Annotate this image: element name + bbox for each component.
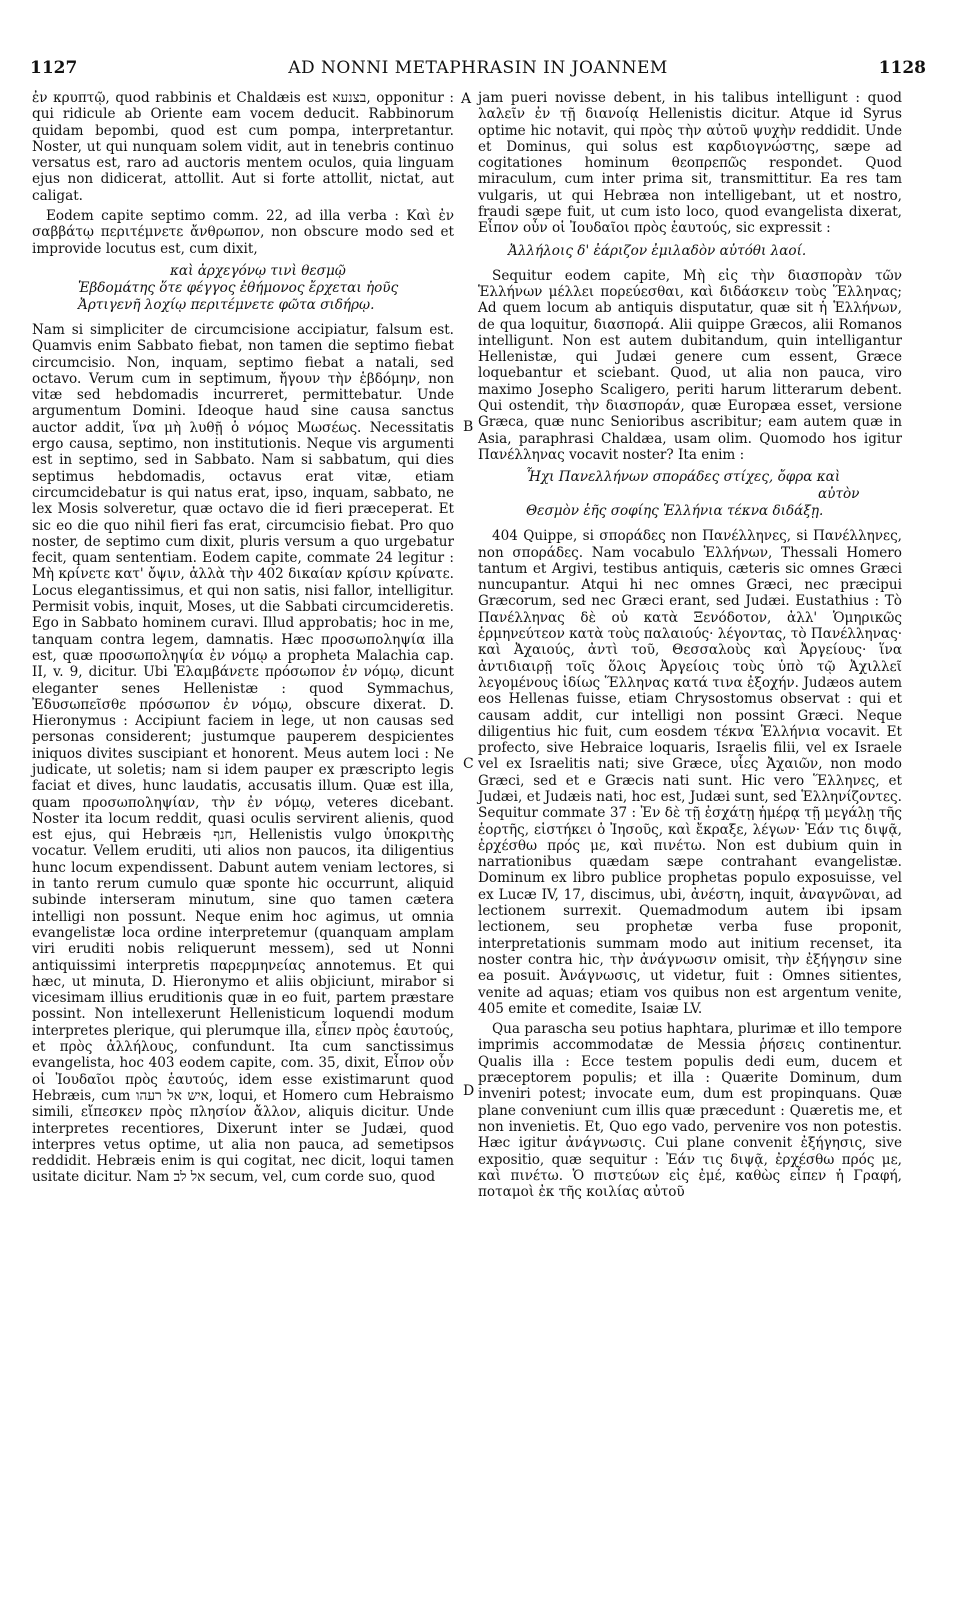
paragraph: ἐν κρυπτῷ, quod rabbinis et Chaldæis est בצנעא, opponitur : qui ridicule ab Oriente eam vocem deducit. Rabbinorum quidam bepombi, quod est cum pompa, interpretantur. Noster, ut qui nunquam solem vidit, aut in tenebris continuo versatus est, raro ad auctoris mentem oculos, quia linguam ejus non didicerat, attollit. Aut si forte attollit, nictat, aut caligat. bbox=[32, 90, 454, 204]
margin-letter-d: D bbox=[463, 1083, 475, 1099]
verse-line: Ἧχι Πανελλήνων σποράδες στίχες, ὄφρα καὶ bbox=[526, 469, 841, 486]
verse-line: καὶ ἀρχεγόνῳ τινὶ θεσμῷ bbox=[170, 262, 346, 279]
verse-quotation bbox=[478, 469, 902, 520]
margin-letter-c: C bbox=[463, 756, 474, 772]
verse-quotation bbox=[32, 263, 454, 314]
paragraph: Eodem capite septimo comm. 22, ad illa verba : Καὶ ἐν σαββάτῳ περιτέμνετε ἄνθρωπον, non obscure modo sed et improvide locutus est, cum dixit, bbox=[32, 208, 454, 257]
paragraph: jam pueri novisse debent, in his talibus intelligunt : quod λαλεῖν ἐν τῇ διανοίᾳ Hellenistis dicitur. Atque id Syrus optime hic notavit, qui πρὸς τὴν αὐτοῦ ψυχὴν reddidit. Unde et Dominus, qui solus est καρδιογνώστης, sæpe ad cogitationes hominum θεοπρεπῶς respondet. Quod miraculum, cum inter prima sit, transmittitur. Ea res tam vulgaris, ut qui Hebræa non intelligebant, ut et nostro, fraudi sæpe fuit, ut cum isto loco, quod evangelista dixerat, Εἶπον οὖν οἱ Ἰουδαῖοι πρὸς ἑαυτούς, sic expressit : bbox=[478, 90, 902, 237]
paragraph: Sequitur eodem capite, Μὴ εἰς τὴν διασπορὰν τῶν Ἑλλήνων μέλλει πορεύεσθαι, καὶ διδάσκειν τοὺς Ἕλληνας; Ad quem locum ab antiquis disputatur, quæ sit ἡ Ἑλλήνων, de qua loquitur, διασπορά. Alii quippe Græcos, alii Romanos intelligunt. Non est autem dubitandum, quin intelligantur Hellenistæ, qui Judæi genere cum essent, Græce loquebantur et sciebant. Quod, ut alia non pauca, viro maximo Josepho Scaligero, periti harum litterarum debent. Qui ostendit, τὴν διασποράν, quæ Europæa esset, versione Græca, quæ nunc Senioribus ascribitur; eam autem quæ in Asia, paraphrasi Chaldæa, usam olim. Quomodo hos igitur Πανέλληνας vocavit noster? Ita enim : bbox=[478, 267, 902, 463]
margin-letter-b: B bbox=[463, 419, 474, 435]
verse-quotation bbox=[478, 243, 902, 260]
verse-line: Ἀλλήλοις δ' ἐάριζον ἐμιλαδὸν αὐτόθι λαοί. bbox=[508, 242, 807, 259]
running-header bbox=[30, 58, 926, 84]
margin-letter-a: A bbox=[461, 91, 472, 107]
verse-line: Ἑβδομάτης ὅτε φέγγος ἐθήμονος ἔρχεται ἠοῦς bbox=[78, 279, 399, 296]
verse-line: Θεσμὸν ἑῆς σοφίης Ἑλλήνια τέκνα διδάξῃ. bbox=[526, 503, 824, 520]
running-title: AD NONNI METAPHRASIN IN JOANNEM bbox=[288, 58, 668, 78]
paragraph: Qua parascha seu potius haphtara, plurimæ et illo tempore imprimis accommodatæ de Messia ῥήσεις continentur. Qualis illa : Ecce testem populis dedi eum, ducem et præceptorem populis; et illa : Quærite Dominum, dum inveniri potest; invocate eum, dum est propinquans. Quæ plane conveniunt cum illis quæ præcedunt : Quæretis me, et non invenietis. Et, Quo ego vado, pervenire vos non potestis. Hæc igitur ἀνάγνωσις. Cui plane convenit ἐξήγησις, sive expositio, quæ sequitur : Ἐάν τις διψᾷ, ἐρχέσθω πρός με, καὶ πινέτω. Ὁ πιστεύων εἰς ἐμέ, καθὼς εἶπεν ἡ Γραφή, ποταμοὶ ἐκ τῆς κοιλίας αὐτοῦ bbox=[478, 1021, 902, 1201]
right-column bbox=[478, 90, 902, 1204]
page-number-left: 1127 bbox=[30, 58, 78, 78]
verse-line: Ἀρτιγενῆ λοχίῳ περιτέμνετε φῶτα σιδήρῳ. bbox=[78, 296, 375, 313]
paragraph: 404 Quippe, si σποράδες non Πανέλληνες, si Πανέλληνες, non σποράδες. Nam vocabulo Ἑλλήνων, Thessali Homero tantum et Argivi, testibus antiquis, cæteris sic omnes Græci nuncupantur. Atqui hi nec omnes Græci, nec præcipui Græcorum, sed nec Græci erant, sed Judæi. Eustathius : Τὸ Πανέλληνας δὲ οὐ κατὰ Ξενόδοτον, ἀλλ' Ὁμηρικῶς ἑρμηνεύτεον κατὰ τοὺς παλαιούς· λέγοντας, τὸ Πανέλληνας· καὶ Ἀχαιούς, ἀντὶ τοῦ, Θεσσαλοὺς καὶ Ἀργείους· ἵνα ἀντιδιαιρῇ τοῖς ὅλοις Ἀργείοις τοὺς ὑπὸ τῷ Ἀχιλλεῖ λεγομένους ἰδίως Ἕλληνας κατά τινα ἐξοχήν. Judæos autem eos Hellenas fuisse, etiam Chrysostomus observat : qui et causam addit, cur intelligi non possint Græci. Neque diligentius hic fuit, cum eosdem τέκνα Ἑλλήνια vocavit. Et profecto, sive Hebraice loquaris, Israelis filii, vel ex Israele vel ex Israelitis nati; sive Græce, υἷες Ἀχαιῶν, non modo Græci, sed et e Græcis nati sunt. Hic vero Ἕλληνες, et Judæi, et Judæis nati, hoc est, Judæi sunt, sed Ἑλληνίζοντες. Sequitur commate 37 : Ἐν δὲ τῇ ἐσχάτῃ ἡμέρᾳ τῇ μεγάλῃ τῆς ἑορτῆς, εἱστήκει ὁ Ἰησοῦς, καὶ ἔκραξε, λέγων· Ἐάν τις διψᾷ, ἐρχέσθω πρός με, καὶ πινέτω. Non est dubium quin in narrationibus quædam sæpe contrahant evangelistæ. Dominum ex libro publice prophetas populo exposuisse, vel ex Lucæ IV, 17, discimus, ubi, ἀνέστη, inquit, ἀναγνῶναι, ad lectionem surrexit. Quemadmodum autem ibi ipsam lectionem, seu prophetæ verba fuse proponit, interpretationis summam modo aut initium recenset, ita noster contra hic, τὴν ἀνάγνωσιν omisit, τὴν ἐξήγησιν sine ea posuit. Ἀνάγνωσις, ut videtur, fuit : Omnes sitientes, venite ad aquas; etiam vos quibus non est argentum venite, 405 emite et comedite, Isaiæ LV. bbox=[478, 528, 903, 1017]
page-number-right: 1128 bbox=[878, 58, 926, 78]
left-column bbox=[32, 90, 454, 1190]
paragraph: Nam si simpliciter de circumcisione accipiatur, falsum est. Quamvis enim Sabbato fiebat, non tamen die septimo fiebat circumcisio. Non, inquam, septimo fiebat a natali, sed octavo. Verum cum in septimum, ἤγουν τὴν ἑβδόμην, non vitæ sed hebdomadis incurreret, permittebatur. Unde argumentum Domini. Ideoque haud sine causa sanctus auctor addit, ἵνα μὴ λυθῇ ὁ νόμος Μωσέως. Necessitatis ergo causa, septimo, non institutionis. Neque vis argumenti est in septimo, sed in Sabbato. Nam si sabbatum, qui dies septimus hebdomadis, octavus erat vitæ, etiam circumcidebatur is qui natus erat, ipso, inquam, sabbato, ne lex Mosis solveretur, quæ octavo die id fieri præceperat. Et sic eo die quo nihil fieri fas erat, circumcisio fiebat. Pro quo noster, de septimo cum dixit, pluris versum a quo urgebatur fecit, quam sententiam. Eodem capite, commate 24 legitur : Μὴ κρίνετε κατ' ὄψιν, ἀλλὰ τὴν 402 δικαίαν κρίσιν κρίνατε. Locus elegantissimus, et qui non satis, nisi fallor, intelligitur. Permisit vobis, inquit, Moses, ut die Sabbati circumcideretis. Ego in Sabbato hominem curavi. Illud approbatis; hoc in me, tanquam contra legem, damnatis. Hæc προσωποληψία illa est, quæ προσωποληψία ἐν νόμῳ a propheta Malachia cap. II, v. 9, dicitur. Ubi Ἐλαμβάνετε πρόσωπον ἐν νόμῳ, dicunt eleganter senes Hellenistæ : quod Symmachus, Ἐδυσωπεῖσθε πρόσωπον ἐν νόμῳ, obscure dixerat. D. Hieronymus : Accipiunt faciem in lege, ut non causas sed personas considerent; justumque pauperem despicientes iniquos divites suscipiant et honorent. Meus autem loci : Ne judicate, ut soletis; nam si idem pauper ex præscripto legis faciat et dives, hunc laudatis, accusatis illum. Quæ est illa, quam προσωποληψίαν, τὴν ἐν νόμῳ, veteres dicebant. Noster ita locum reddit, quasi oculis servirent alienis, quod est ejus, qui Hebræis חנף, Hellenistis vulgo ὑποκριτὴς vocatur. Vellem eruditi, uti alios non paucos, ita diligentius hunc locum expendissent. Dabunt autem veniam lectores, si in tanto rerum cumulo quæ sponte hic occurrunt, aliquid subinde interseram minutum, sine quo tamen cætera intelligi non possunt. Neque enim hoc agimus, ut omnia evangelistæ loca ordine interpretemur (quanquam amplam viri eruditi nobis reliquerunt messem), sed ut Nonni antiquissimi interpretis παρερμηνείας annotemus. Et qui hæc, ut minuta, D. Hieronymo et aliis objiciunt, mirabor si vicesimam illius eruditionis quæ in eo fuit, partem præstare possint. Non intellexerunt Hellenisticum loquendi modum interpretes plerique, qui plerumque illa, εἶπεν πρὸς ἑαυτούς, et πρὸς ἀλλήλους, confundunt. Ita cum sanctissimus evangelista, hoc 403 eodem capite, com. 35, dixit, Εἶπον οὖν οἱ Ἰουδαῖοι πρὸς ἑαυτούς, idem esse existimarunt quod Hebræis, cum איש אל רעהו, loqui, et Homero cum Hebraismo simili, εἴπεσκεν πρὸς πλησίον ἄλλον, aliquis dicitur. Unde interpretes recentiores, Dixerunt inter se Judæi, quod interpres vetus optime, ut alia non pauca, ad semetipsos reddidit. Hebræis enim is qui cogitat, nec dicit, loqui tamen usitate dicitur. Nam אל לב secum, vel, cum corde suo, quod bbox=[32, 321, 454, 1186]
verse-line: αὐτὸν bbox=[818, 486, 860, 503]
